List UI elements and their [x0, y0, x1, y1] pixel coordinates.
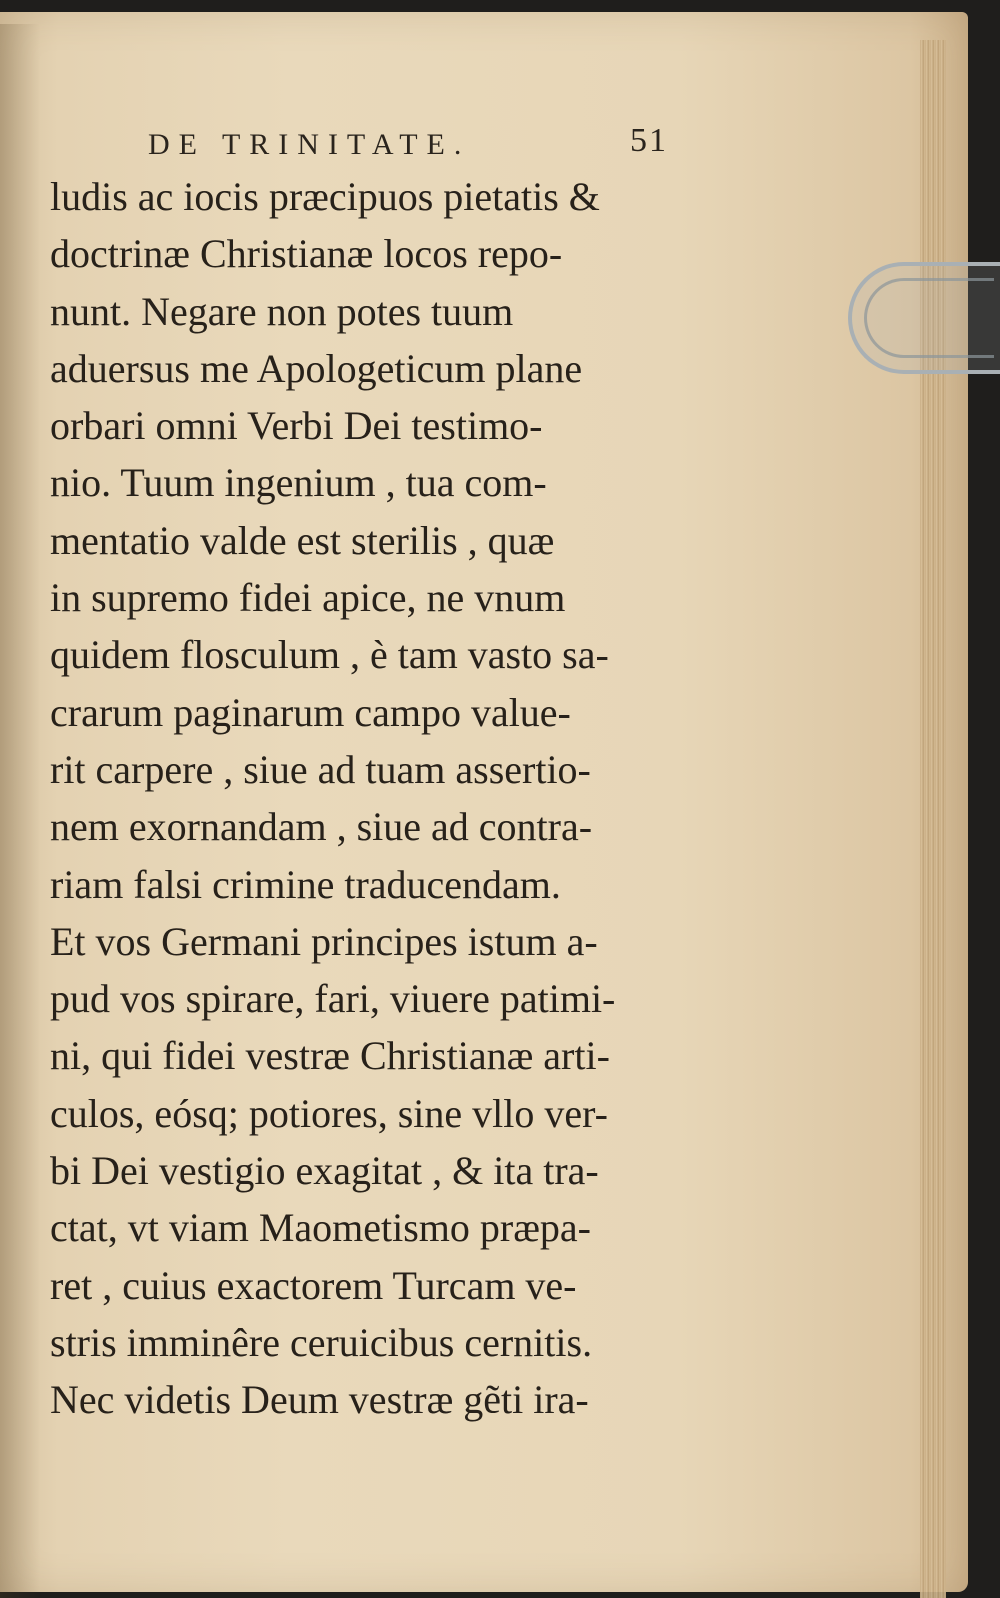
paper-clip: [848, 262, 1000, 374]
text-line: riam falsi crimine traducendam.: [50, 861, 561, 907]
text-line: orbari omni Verbi Dei testimo-: [50, 403, 543, 449]
body-text: [50, 168, 690, 1429]
text-line: stris imminêre ceruicibus cernitis.: [50, 1319, 593, 1365]
text-line: ludis ac iocis præcipuos pietatis &: [50, 174, 600, 219]
text-line: rit carpere , siue ad tuam assertio-: [50, 746, 591, 792]
text-line: aduersus me Apologeticum plane: [50, 345, 583, 391]
gutter-shadow: [0, 24, 40, 1598]
text-line: nem exornandam , siue ad contra-: [50, 804, 593, 850]
text-line: crarum paginarum campo value-: [50, 689, 571, 735]
running-head: [148, 122, 668, 168]
text-line: doctrinæ Christianæ locos repo-: [50, 231, 563, 277]
page-number: 51: [630, 122, 668, 159]
text-line: ctat, vt viam Maometismo præpa-: [50, 1205, 591, 1251]
text-line: mentatio valde est sterilis , quæ: [50, 517, 555, 563]
text-line: ni, qui fidei vestræ Christianæ arti-: [50, 1033, 610, 1079]
text-line: bi Dei vestigio exagitat , & ita tra-: [50, 1148, 599, 1194]
paper-clip-inner-loop: [864, 278, 994, 358]
text-line: pud vos spirare, fari, viuere patimi-: [50, 976, 616, 1022]
text-line: nunt. Negare non potes tuum: [50, 288, 514, 334]
text-line: nio. Tuum ingenium , tua com-: [50, 460, 547, 506]
text-line: quidem flosculum , è tam vasto sa-: [50, 632, 609, 678]
book-page: [0, 12, 968, 1592]
text-line: Et vos Germani principes istum a-: [50, 918, 598, 964]
text-line: ret , cuius exactorem Turcam ve-: [50, 1262, 577, 1308]
running-title: DE TRINITATE.: [148, 128, 471, 161]
text-line: Nec videtis Deum vestræ gẽti ira-: [50, 1377, 589, 1423]
text-line: in supremo fidei apice, ne vnum: [50, 575, 566, 621]
text-line: culos, eósq; potiores, sine vllo ver-: [50, 1090, 608, 1136]
